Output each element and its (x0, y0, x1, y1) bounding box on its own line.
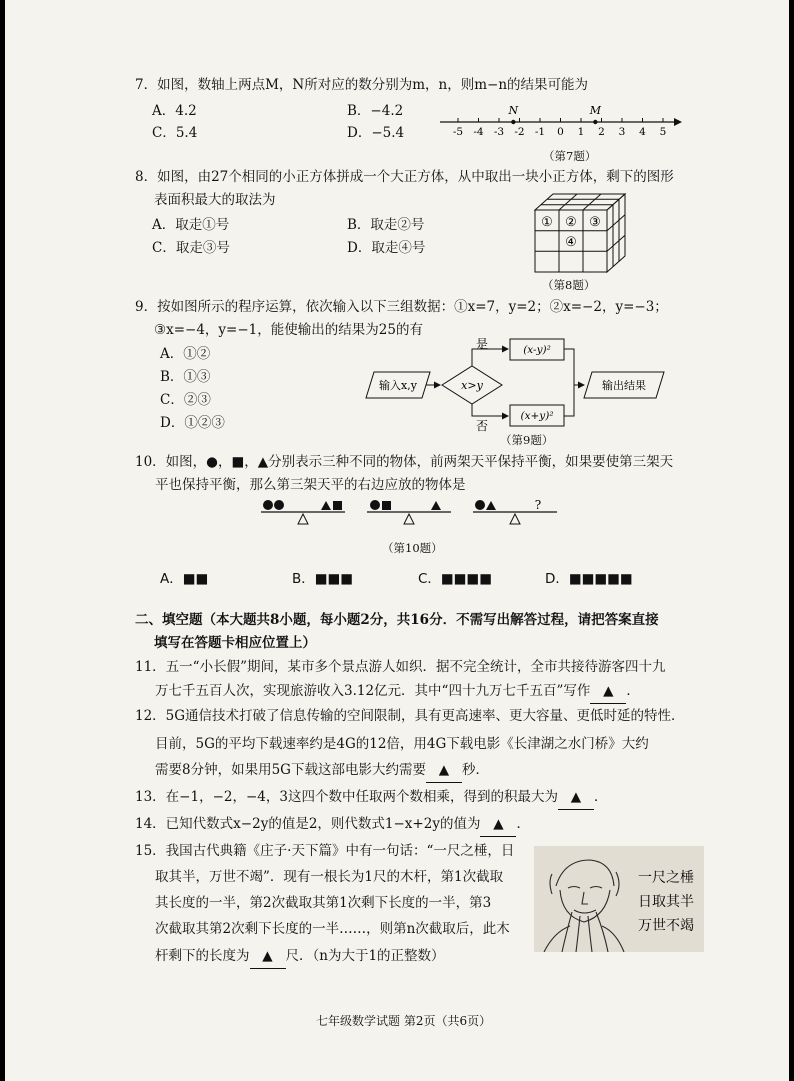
point-m-label: M (589, 104, 601, 117)
q10-option-b: B．■■■ (292, 571, 354, 587)
q15-line1: 15．我国古代典籍《庄子·天下篇》中有一句话：“一尺之棰，日 (135, 843, 515, 859)
balance-scale-1 (261, 500, 345, 524)
q12-line2: 目前，5G的平均下载速率约是4G的12倍，用4G下载电影《长津湖之水门桥》大约 (155, 736, 649, 752)
q11-line2-end: ． (626, 683, 640, 699)
flow-no-expression: (x+y)² (520, 410, 554, 422)
q9-option-b: B．①③ (160, 369, 211, 385)
flow-no-label: 否 (476, 419, 489, 432)
q10-caption: （第10题） (382, 541, 443, 555)
q10-option-c: C．■■■■ (418, 571, 492, 587)
number-line-figure (436, 102, 686, 146)
zhuangzi-illustration (534, 846, 704, 952)
section-2-title-line1: 二、填空题（本大题共8小题，每小题2分，共16分．不需写出解答过程，请把答案直接 (135, 612, 659, 628)
illustration-text-line1: 一尺之棰 (638, 870, 694, 886)
flow-condition-label: x>y (461, 379, 483, 392)
q10-option-d: D．■■■■■ (545, 571, 633, 587)
q14-line (135, 813, 530, 837)
scan-edge-left (0, 0, 5, 1081)
q15-line4: 次截取其第2次剩下长度的一半……，则第n次截取后，此木 (155, 921, 510, 937)
q12-line3-end: 秒． (461, 762, 489, 778)
cube-label-1: ① (541, 215, 553, 230)
q14-text: 14．已知代数式x−2y的值是2，则代数式1−x+2y的值为 (135, 816, 481, 832)
q9-option-c: C．②③ (160, 392, 211, 408)
cube-top-face (535, 194, 625, 210)
illustration-text-line3: 万世不竭 (638, 918, 694, 934)
tick-label: 2 (598, 126, 605, 138)
tick-label: 5 (659, 126, 667, 138)
cube-label-3: ③ (589, 215, 601, 230)
q7-option-d: D．−5.4 (347, 125, 405, 141)
q15-line5 (155, 945, 445, 969)
tick-label: -4 (473, 126, 484, 138)
q9-stem-line2: ③x=−4，y=−1，能使输出的结果为25的有 (154, 322, 423, 338)
q11-line1: 11．五一“小长假”期间，某市多个景点游人如织．据不完全统计，全市共接待游客四十九 (135, 659, 666, 675)
flow-yes-expression: (x-y)² (523, 344, 551, 356)
balance-scale-3 (473, 498, 557, 524)
q13-end: ． (593, 789, 608, 805)
q7-option-c: C．5.4 (152, 125, 198, 141)
flow-yes-label: 是 (476, 337, 489, 351)
sage-portrait (534, 846, 704, 952)
cube-label-4: ④ (565, 235, 577, 250)
point-n-label: N (508, 104, 519, 117)
q8-option-c: C．取走③号 (152, 240, 230, 256)
q9-caption: （第9题） (500, 433, 554, 447)
tick-label: -3 (493, 126, 505, 138)
unknown-mark: ? (534, 498, 542, 512)
q15-answer-blank[interactable]: ▲ (250, 945, 286, 969)
cube-figure (527, 190, 627, 276)
q15-line5-text: 杆剩下的长度为 (155, 948, 250, 964)
q8-caption: （第8题） (542, 278, 596, 292)
q13-line (135, 786, 607, 810)
flowchart-figure (360, 336, 670, 432)
q9-stem-line1: 9．按如图所示的程序运算，依次输入以下三组数据：①x=7，y=2；②x=−2，y=−3； (135, 299, 668, 315)
tick-label: -2 (514, 126, 525, 138)
balance-scales-figure (255, 496, 565, 534)
tick-label: 0 (557, 126, 564, 138)
cube-label-2: ② (565, 215, 577, 230)
point-n-dot (511, 120, 515, 124)
q10-stem-line2: 平也保持平衡，那么第三架天平的右边应放的物体是 (155, 477, 466, 493)
q14-answer-blank[interactable]: ▲ (480, 813, 516, 837)
q12-line1: 12．5G通信技术打破了信息传输的空间限制，具有更高速率、更大容量、更低时延的特性． (135, 708, 685, 724)
tick-label: 3 (618, 126, 626, 138)
q7-caption: （第7题） (543, 149, 597, 163)
q11-answer-blank[interactable]: ▲ (590, 680, 626, 704)
q7-option-a: A．4.2 (152, 103, 197, 119)
q12-line3-text: 需要8分钟，如果用5G下载这部电影大约需要 (155, 762, 426, 778)
q8-option-a: A．取走①号 (152, 217, 230, 233)
q15-line2: 取其半，万世不竭”．现有一根长为1尺的木杆，第1次截取 (155, 869, 504, 885)
q15-line3: 其长度的一半，第2次截取其第1次剩下长度的一半，第3 (155, 895, 492, 911)
flow-output-label: 输出结果 (602, 379, 646, 392)
q8-option-b: B．取走②号 (347, 217, 425, 233)
page-footer: 七年级数学试题 第2页（共6页） (316, 1014, 492, 1028)
tick-label: 1 (577, 126, 585, 138)
tick-label: -5 (452, 126, 464, 138)
section-2-title-line2: 填写在答题卡相应位置上） (154, 635, 316, 651)
q12-answer-blank[interactable]: ▲ (426, 759, 462, 783)
q8-stem-line1: 8．如图，由27个相同的小正方体拼成一个大正方体，从中取出一块小正方体，剩下的图形 (135, 169, 674, 185)
illustration-text-line2: 日取其半 (638, 894, 694, 910)
number-line-arrow (674, 118, 682, 126)
scan-edge-right (789, 0, 794, 1081)
q11-line2 (155, 680, 640, 704)
q7-stem: 7．如图，数轴上两点M，N所对应的数分别为m，n，则m−n的结果可能为 (135, 77, 589, 93)
q15-line5-end: 尺．（n为大于1的正整数） (285, 948, 445, 964)
q14-end: ． (516, 816, 530, 832)
q10-stem-line1: 10．如图，●，■，▲分别表示三种不同的物体，前两架天平保持平衡，如果要使第三架天 (135, 454, 674, 470)
q10-option-a: A．■■ (160, 571, 209, 587)
q11-line2-text: 万七千五百人次，实现旅游收入3.12亿元．其中“四十九万七千五百”写作 (155, 683, 591, 699)
cube-side-face (607, 194, 625, 272)
flow-input-label: 输入x,y (379, 379, 417, 392)
q12-line3 (155, 759, 489, 783)
point-m-dot (593, 120, 597, 124)
tick-label: 4 (639, 126, 646, 138)
q8-stem-line2: 表面积最大的取法为 (154, 192, 276, 208)
q7-option-b: B．−4.2 (347, 103, 404, 119)
q9-option-a: A．①② (160, 346, 211, 362)
q13-answer-blank[interactable]: ▲ (558, 786, 594, 810)
q13-text: 13．在−1，−2，−4，3这四个数中任取两个数相乘，得到的积最大为 (135, 789, 558, 805)
q9-option-d: D．①②③ (160, 415, 225, 431)
q8-option-d: D．取走④号 (347, 240, 426, 256)
tick-label: -1 (534, 126, 546, 138)
balance-scale-2 (367, 500, 451, 524)
